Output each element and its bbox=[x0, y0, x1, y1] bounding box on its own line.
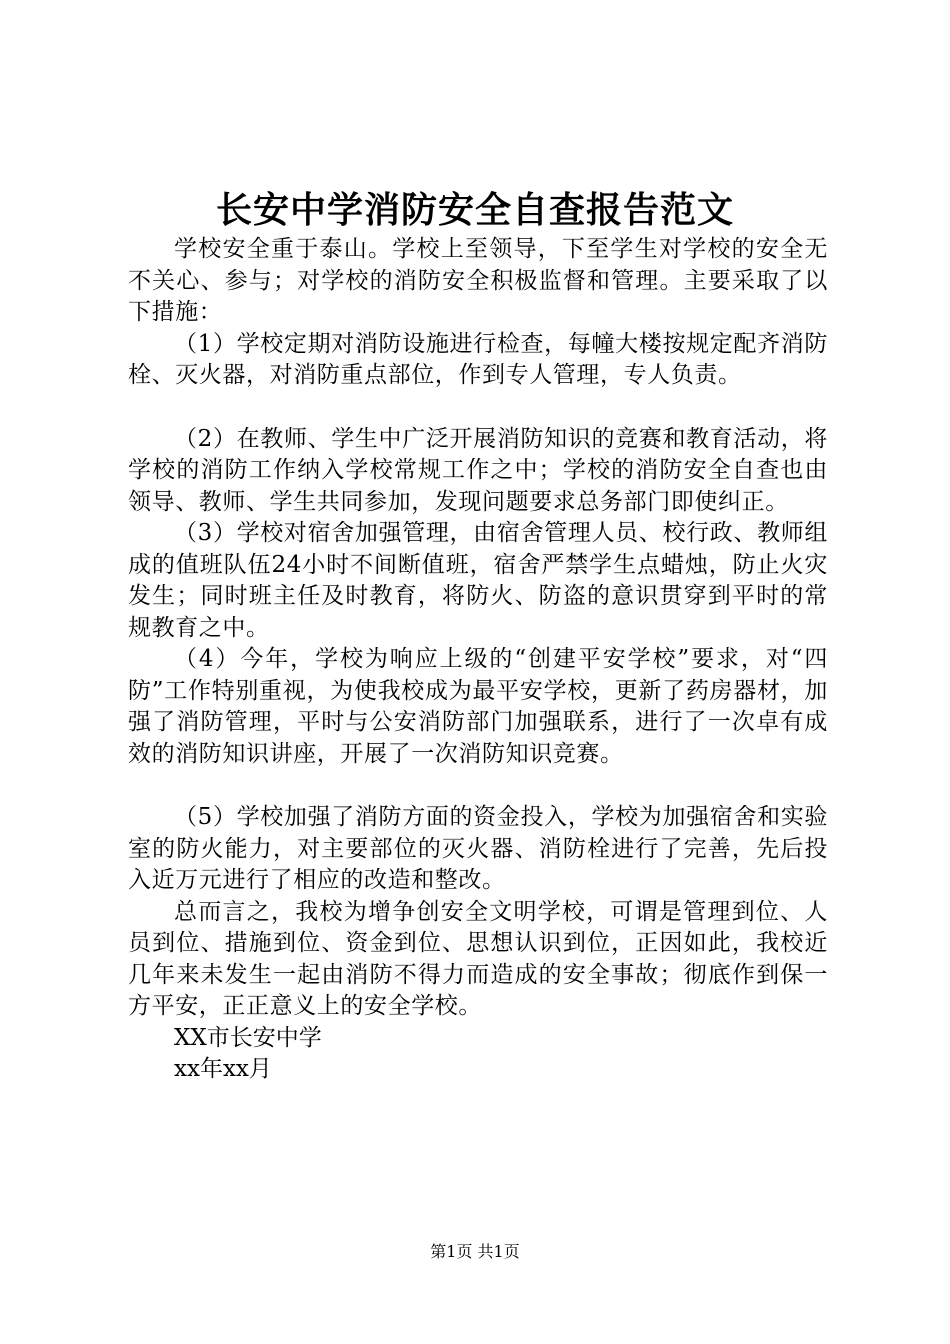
signature-date: xx年xx月 bbox=[174, 1056, 272, 1082]
paragraph-spacer bbox=[128, 770, 828, 802]
document-title: 长安中学消防安全自查报告范文 bbox=[215, 189, 734, 231]
paragraph-measure-5: （5）学校加强了消防方面的资金投入，学校为加强宿舍和实验室的防火能力，对主要部位的灭火器、消防栓进行了完善，先后投入近万元进行了相应的改造和整改。 bbox=[128, 804, 828, 893]
page-footer: 第1页 共1页 bbox=[430, 1242, 520, 1261]
paragraph-measure-1: （1）学校定期对消防设施进行检查，每幢大楼按规定配齐消防栓、灭火器，对消防重点部位，作到专人管理，专人负责。 bbox=[128, 330, 828, 388]
paragraph-intro: 学校安全重于泰山。学校上至领导，下至学生对学校的安全无不关心、参与；对学校的消防安全积极监督和管理。主要采取了以下措施： bbox=[128, 236, 828, 325]
paragraph-measure-3: （3）学校对宿舍加强管理，由宿舍管理人员、校行政、教师组成的值班队伍24小时不间断值班，宿舍严禁学生点蜡烛，防止火灾发生；同时班主任及时教育，将防火、防盗的意识贯穿到平时的常规教育之中。 bbox=[128, 520, 828, 641]
paragraph-conclusion: 总而言之，我校为增争创安全文明学校，可谓是管理到位、人员到位、措施到位、资金到位、思想认识到位，正因如此，我校近几年来未发生一起由消防不得力而造成的安全事故；彻底作到保一方平安，正正意义上的安全学校。 bbox=[128, 898, 828, 1019]
paragraph-measure-4: （4）今年，学校为响应上级的“创建平安学校”要求，对“四防”工作特别重视，为使我校成为最平安学校，更新了药房器材，加强了消防管理，平时与公安消防部门加强联系，进行了一次卓有成效的消防知识讲座，开展了一次消防知识竞赛。 bbox=[128, 646, 828, 767]
signature-organization: XX市长安中学 bbox=[174, 1024, 322, 1051]
paragraph-spacer bbox=[128, 392, 828, 424]
document-body bbox=[128, 234, 828, 1086]
paragraph-measure-2: （2）在教师、学生中广泛开展消防知识的竞赛和教育活动，将学校的消防工作纳入学校常规工作之中；学校的消防安全自查也由领导、教师、学生共同参加，发现问题要求总务部门即使纠正。 bbox=[128, 425, 828, 515]
